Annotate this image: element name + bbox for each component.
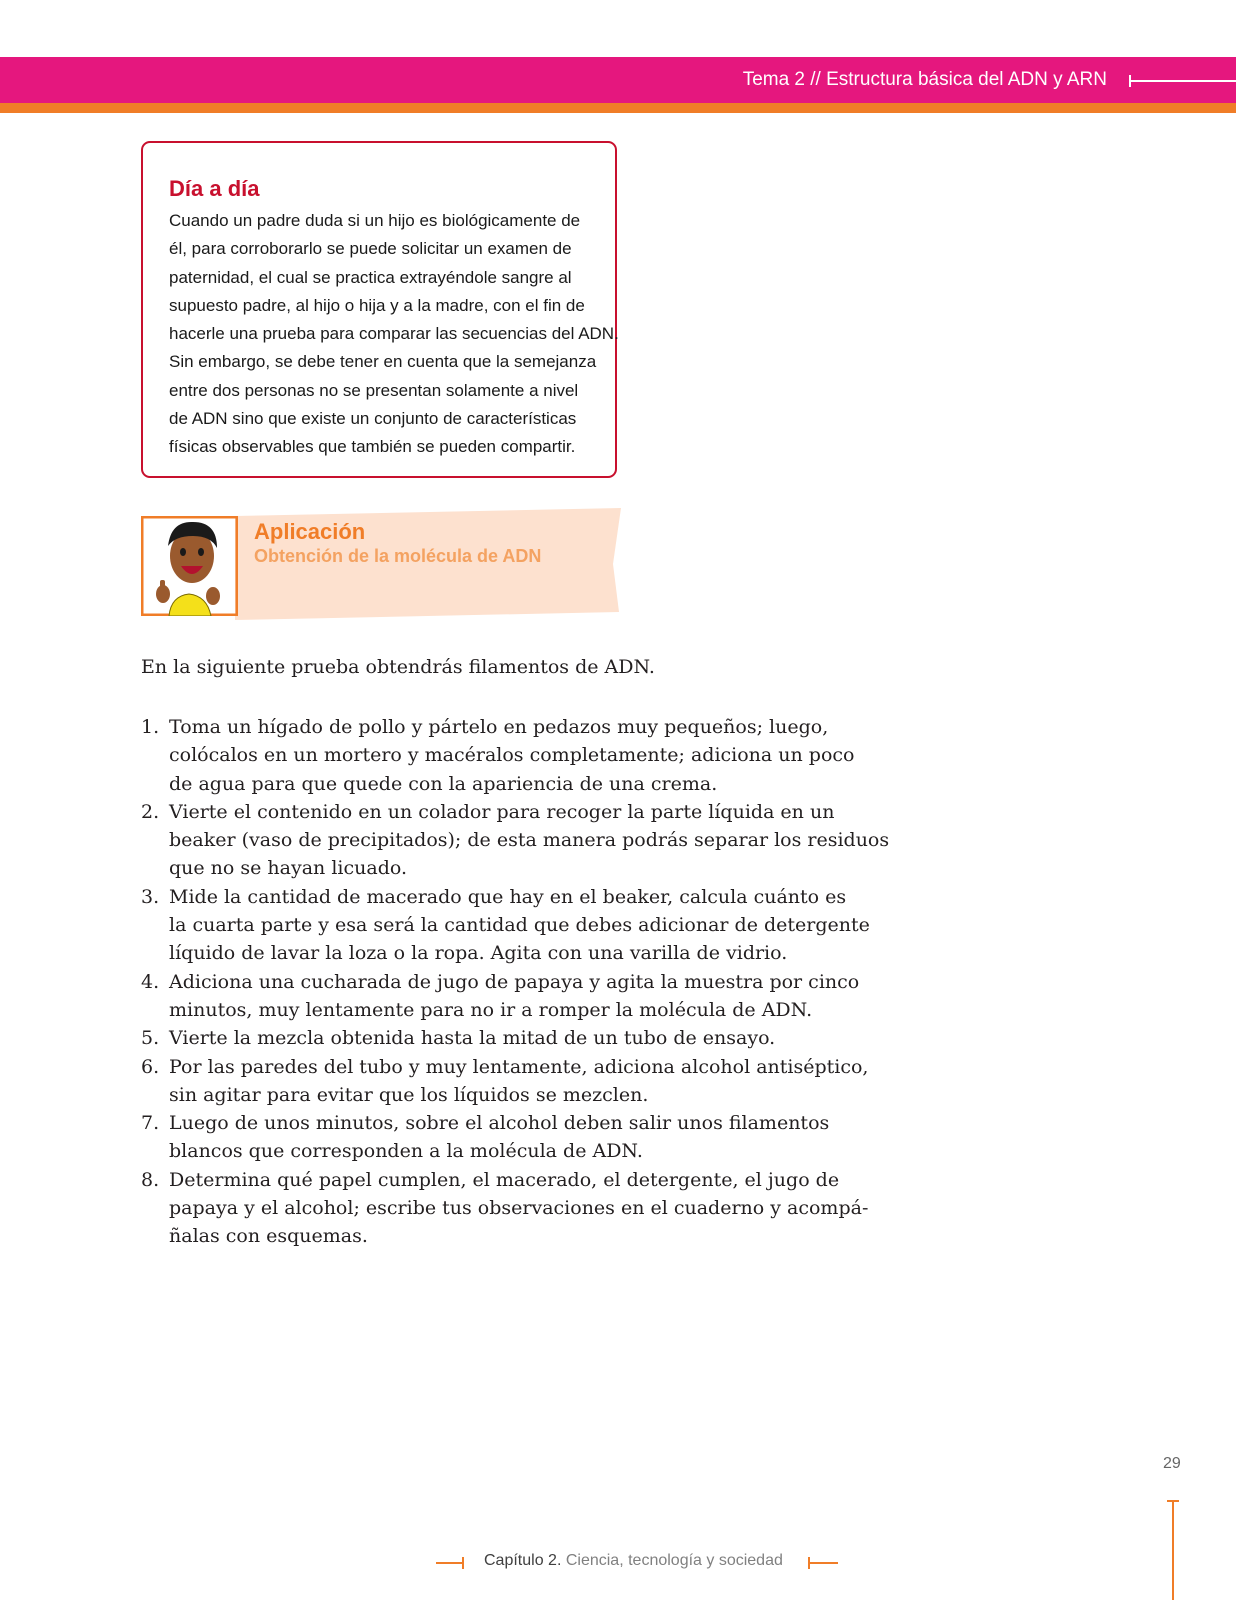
step-line: beaker (vaso de precipitados); de esta manera podrás separar los residuos [169,829,890,852]
aplicacion-subtitle: Obtención de la molécula de ADN [254,546,542,566]
step-number: 4. [141,970,160,993]
text-line: físicas observables que también se pueden compartir. [169,437,576,457]
step-line: ñalas con esquemas. [169,1225,368,1248]
margin-rule [1172,1500,1174,1600]
intro-paragraph: En la siguiente prueba obtendrás filamentos de ADN. [141,656,655,678]
step-line: Luego de unos minutos, sobre el alcohol deben salir unos filamentos [169,1112,830,1135]
footer-chapter-number: Capítulo 2. [484,1552,562,1569]
step-line: Adiciona una cucharada de jugo de papaya y agita la muestra por cinco [169,970,860,993]
dia-a-dia-text [169,207,619,462]
footer-chapter-title: Ciencia, tecnología y sociedad [565,1552,783,1569]
procedure-steps [141,713,890,1251]
aplicacion-title: Aplicación [254,519,366,544]
step-line: de agua para que quede con la apariencia de una crema. [169,772,718,795]
footer-chapter [484,1552,783,1570]
page-number: 29 [1163,1455,1181,1472]
list-item [141,1024,881,1052]
step-line: Mide la cantidad de macerado que hay en el beaker, calcula cuánto es [169,885,847,908]
text-line: él, para corroborarlo se puede solicitar un examen de [169,239,572,259]
step-number: 2. [141,800,160,823]
footer-rule-left-tick [462,1557,464,1569]
step-line: sin agitar para evitar que los líquidos se mezclen. [169,1083,649,1106]
step-line: que no se hayan licuado. [169,857,408,880]
text-line: hacerle una prueba para comparar las secuencias del ADN. [169,324,619,344]
list-item [141,1166,881,1251]
step-line: papaya y el alcohol; escribe tus observaciones en el cuaderno y acompá- [169,1197,869,1220]
footer-rule-left [436,1562,464,1564]
list-item [141,968,881,1025]
step-number: 8. [141,1168,160,1191]
step-number: 5. [141,1027,160,1050]
text-line: entre dos personas no se presentan solamente a nivel [169,380,579,400]
text-line: paternidad, el cual se practica extrayéndole sangre al [169,267,572,287]
step-line: líquido de lavar la loza o la ropa. Agita con una varilla de vidrio. [169,942,788,965]
text-line: Cuando un padre duda si un hijo es biológicamente de [169,211,581,230]
step-number: 6. [141,1055,160,1078]
list-item [141,798,890,883]
text-line: supuesto padre, al hijo o hija y a la madre, con el fin de [169,295,585,315]
header-stripe [0,103,1236,113]
section-title: Tema 2 // Estructura básica del ADN y ARN [742,69,1107,90]
step-number: 7. [141,1112,160,1135]
step-line: Por las paredes del tubo y muy lentamente, adiciona alcohol antiséptico, [169,1055,869,1078]
footer-rule-right [808,1562,838,1564]
header-rule [1129,80,1236,82]
text-line: de ADN sino que existe un conjunto de características [169,409,577,429]
step-line: Vierte la mezcla obtenida hasta la mitad de un tubo de ensayo. [169,1027,776,1050]
step-number: 1. [141,716,160,738]
step-line: colócalos en un mortero y macéralos completamente; adiciona un poco [169,744,855,767]
step-line: Vierte el contenido en un colador para recoger la parte líquida en un [169,800,835,823]
step-line: Toma un hígado de pollo y pártelo en pedazos muy pequeños; luego, [169,716,829,738]
dia-a-dia-title: Día a día [169,176,260,201]
step-line: minutos, muy lentamente para no ir a romper la molécula de ADN. [169,998,813,1021]
list-item [141,1053,881,1110]
step-line: la cuarta parte y esa será la cantidad que debes adicionar de detergente [169,914,870,937]
boy-thumbs-up-icon [141,516,238,616]
text-line: Sin embargo, se debe tener en cuenta que la semejanza [169,352,597,372]
step-number: 3. [141,885,160,908]
step-line: blancos que corresponden a la molécula de ADN. [169,1140,643,1163]
list-item [141,883,881,968]
list-item [141,713,881,798]
step-line: Determina qué papel cumplen, el macerado, el detergente, el jugo de [169,1168,840,1191]
list-item [141,1109,881,1166]
